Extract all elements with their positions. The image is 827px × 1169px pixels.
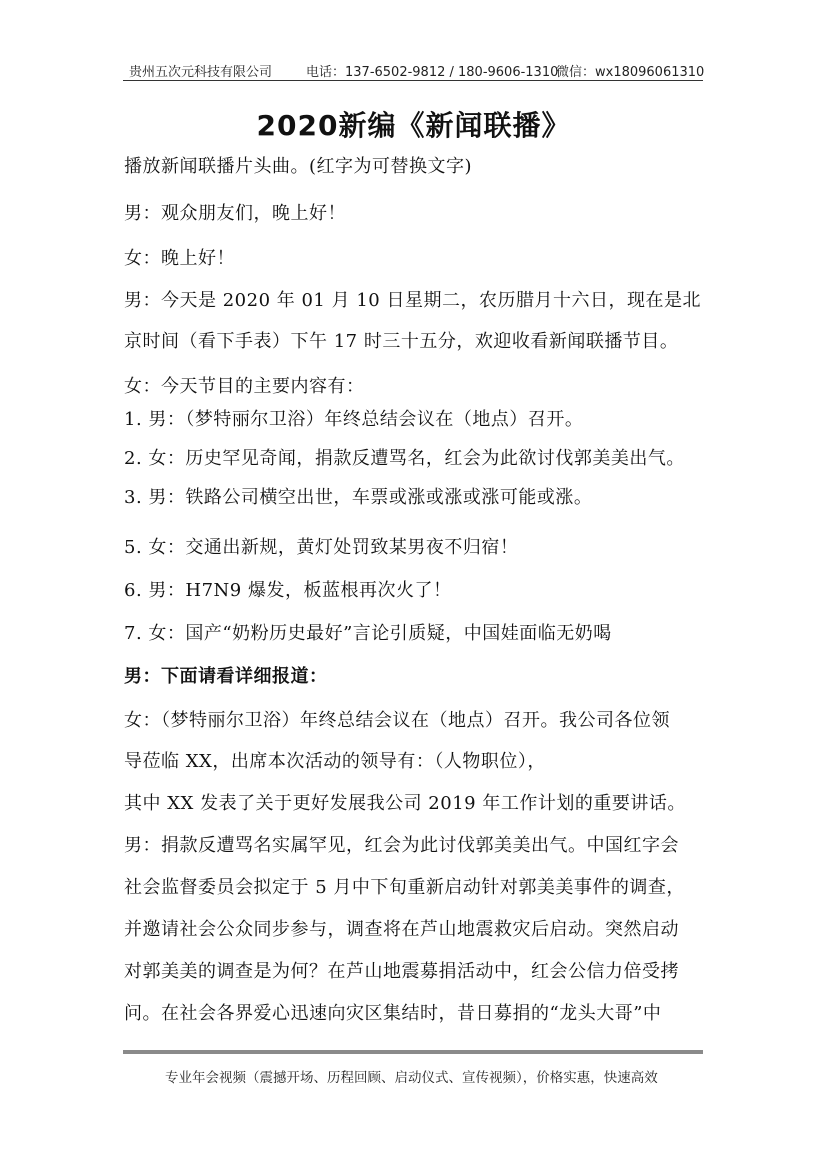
list-item: 5. 女：交通出新规，黄灯处罚致某男夜不归宿！ — [124, 537, 519, 558]
paragraph: 播放新闻联播片头曲。(红字为可替换文字) — [124, 156, 473, 177]
paragraph: 京时间（看下手表）下午 17 时三十五分，欢迎收看新闻联播节目。 — [124, 331, 679, 352]
page-footer: 专业年会视频（震撼开场、历程回顾、启动仪式、宣传视频），价格实惠，快速高效 — [165, 1070, 658, 1086]
paragraph: 女：今天节目的主要内容有： — [124, 376, 365, 397]
paragraph: 导莅临 XX，出席本次活动的领导有：（人物职位）， — [124, 751, 546, 772]
paragraph: 男：观众朋友们，晚上好！ — [124, 203, 346, 224]
header-phone: 电话：137-6502-9812 / 180-9606-1310 — [306, 65, 559, 80]
paragraph: 对郭美美的调查是为何？在芦山地震募捐活动中，红会公信力倍受拷 — [124, 961, 679, 982]
document-title: 2020新编《新闻联播》 — [256, 109, 571, 142]
paragraph: 问。在社会各界爱心迅速向灾区集结时，昔日募捐的“龙头大哥”中 — [124, 1003, 662, 1024]
paragraph: 女：晚上好！ — [124, 248, 235, 269]
paragraph: 其中 XX 发表了关于更好发展我公司 2019 年工作计划的重要讲话。 — [124, 793, 686, 814]
footer-divider — [123, 1050, 703, 1054]
list-item: 1. 男：（梦特丽尔卫浴）年终总结会议在（地点）召开。 — [124, 409, 584, 430]
paragraph: 并邀请社会公众同步参与，调查将在芦山地震救灾后启动。突然启动 — [124, 919, 679, 940]
paragraph: 男：捐款反遭骂名实属罕见，红会为此讨伐郭美美出气。中国红字会 — [124, 835, 679, 856]
paragraph: 男：今天是 2020 年 01 月 10 日星期二，农历腊月十六日，现在是北 — [124, 290, 701, 311]
list-item: 2. 女：历史罕见奇闻，捐款反遭骂名，红会为此欲讨伐郭美美出气。 — [124, 448, 685, 469]
list-item: 6. 男：H7N9 爆发，板蓝根再次火了！ — [124, 580, 452, 601]
page-header — [123, 58, 703, 81]
list-item: 3. 男：铁路公司横空出世，车票或涨或涨或涨可能或涨。 — [124, 487, 593, 508]
section-heading: 男：下面请看详细报道： — [124, 666, 328, 687]
list-item: 7. 女：国产“奶粉历史最好”言论引质疑，中国娃面临无奶喝 — [124, 623, 612, 644]
header-company: 贵州五次元科技有限公司 — [129, 65, 273, 80]
header-wechat: 微信：wx18096061310 — [556, 65, 705, 80]
paragraph: 女：（梦特丽尔卫浴）年终总结会议在（地点）召开。我公司各位领 — [124, 710, 670, 731]
paragraph: 社会监督委员会拟定于 5 月中下旬重新启动针对郭美美事件的调查， — [124, 877, 685, 898]
